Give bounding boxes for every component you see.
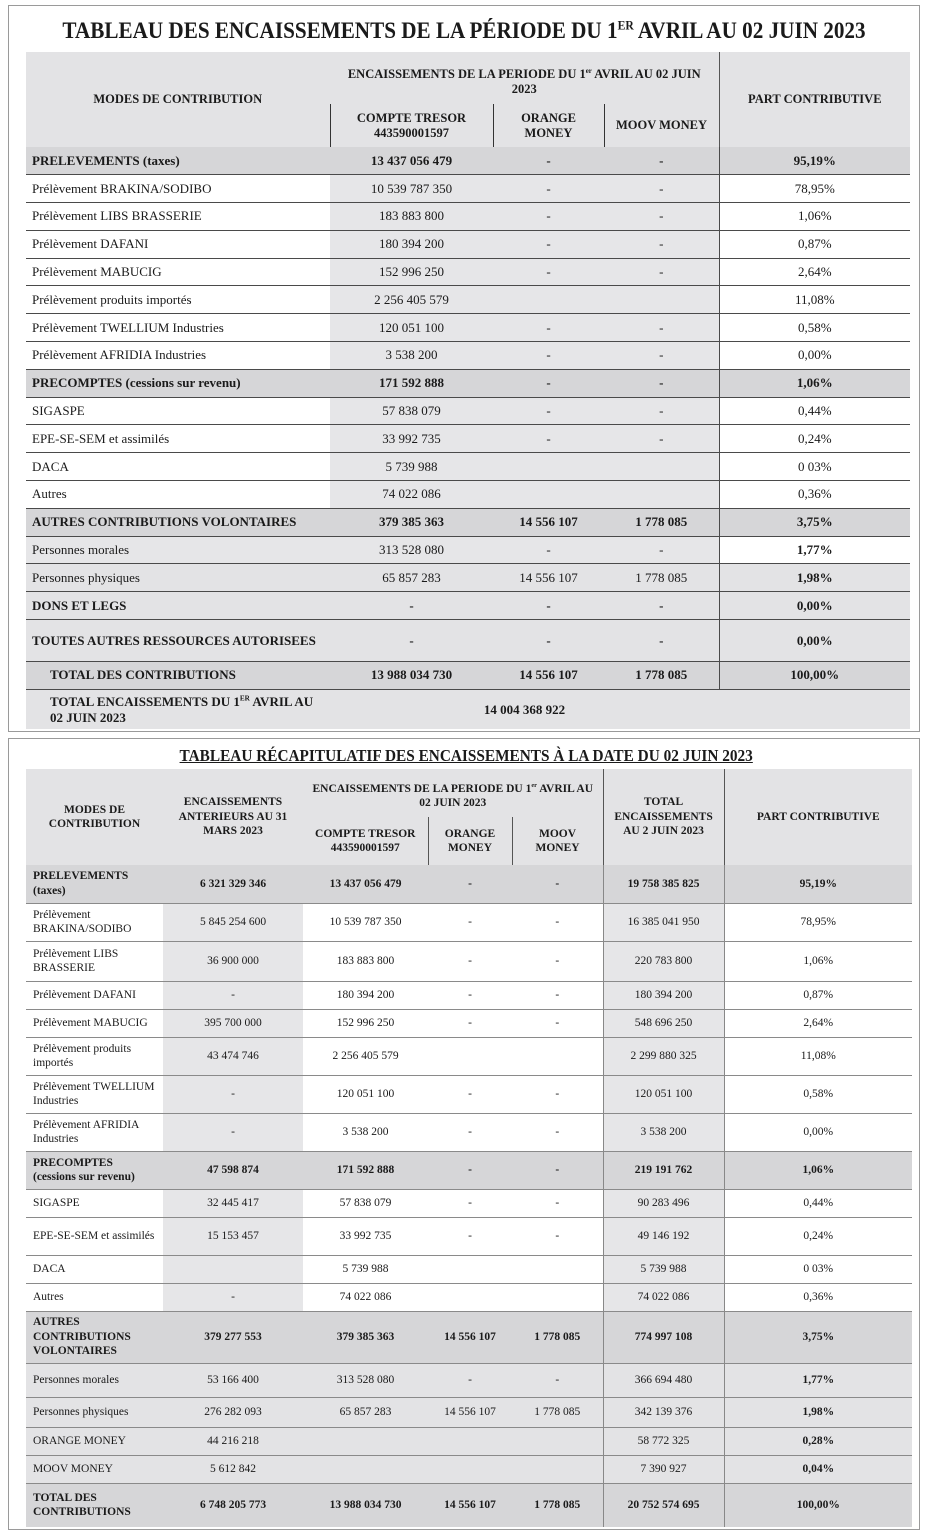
header-modes: MODES DE CONTRIBUTION	[26, 52, 330, 147]
part-cell: 0,36%	[719, 481, 910, 509]
row-label: Prélèvement TWELLIUM Industries	[26, 314, 330, 342]
anterieurs-cell: 47 598 874	[163, 1151, 303, 1189]
part-cell: 0,58%	[719, 314, 910, 342]
moov-cell	[512, 1455, 603, 1483]
recap-table	[26, 769, 912, 1527]
tresor-cell: 65 857 283	[330, 564, 493, 592]
row-label: DACA	[26, 453, 330, 481]
part-cell: 0,00%	[719, 592, 910, 620]
anterieurs-cell: 53 166 400	[163, 1363, 303, 1397]
row-label: Autres	[26, 1283, 163, 1311]
row-label: PRELEVEMENTS (taxes)	[26, 865, 163, 903]
part-cell: 1,06%	[719, 369, 910, 397]
orange-cell: 14 556 107	[493, 508, 604, 536]
part-cell: 0,28%	[724, 1427, 912, 1455]
header-tresor: COMPTE TRESOR 443590001597	[330, 104, 493, 147]
moov-cell: -	[512, 903, 603, 941]
row-label: Autres	[26, 481, 330, 509]
row-label: DACA	[26, 1255, 163, 1283]
orange-cell	[428, 1283, 512, 1311]
total-cell: 774 997 108	[603, 1311, 724, 1363]
row-label: EPE-SE-SEM et assimilés	[26, 1217, 163, 1255]
table-row	[26, 425, 910, 453]
moov-cell: -	[512, 1363, 603, 1397]
table-row	[26, 397, 910, 425]
orange-cell: -	[428, 1217, 512, 1255]
part-cell: 1,06%	[724, 1151, 912, 1189]
anterieurs-cell: 5 612 842	[163, 1455, 303, 1483]
tresor-cell: 33 992 735	[330, 425, 493, 453]
table-row	[26, 865, 912, 903]
orange-cell	[493, 453, 604, 481]
table-row	[26, 1483, 912, 1527]
tresor-cell: 74 022 086	[303, 1283, 428, 1311]
tresor-cell: -	[330, 620, 493, 662]
table-row	[26, 1363, 912, 1397]
tresor-cell: 5 739 988	[330, 453, 493, 481]
header-total: TOTAL ENCAISSEMENTS AU 2 JUIN 2023	[603, 769, 724, 865]
row-label: Prélèvement produits importés	[26, 1037, 163, 1075]
tresor-cell: 183 883 800	[330, 203, 493, 231]
tresor-cell: 152 996 250	[330, 258, 493, 286]
tresor-cell: 13 988 034 730	[330, 662, 493, 690]
part-cell: 2,64%	[719, 258, 910, 286]
table-row	[26, 147, 910, 175]
table-row	[26, 1189, 912, 1217]
orange-cell	[428, 1427, 512, 1455]
header-periode: ENCAISSEMENTS DE LA PERIODE DU 1er AVRIL AU 02 JUIN 2023	[303, 769, 603, 817]
tresor-cell	[303, 1455, 428, 1483]
final-total-row	[26, 689, 910, 729]
tresor-cell: 183 883 800	[303, 941, 428, 981]
total-cell: 74 022 086	[603, 1283, 724, 1311]
moov-cell: -	[604, 369, 719, 397]
table-row	[26, 342, 910, 370]
moov-cell	[604, 453, 719, 481]
orange-cell	[493, 286, 604, 314]
part-cell: 78,95%	[724, 903, 912, 941]
anterieurs-cell: -	[163, 981, 303, 1009]
row-label: Prélèvement MABUCIG	[26, 1009, 163, 1037]
row-label: MOOV MONEY	[26, 1455, 163, 1483]
row-label: SIGASPE	[26, 1189, 163, 1217]
header-tresor: COMPTE TRESOR 443590001597	[303, 817, 428, 865]
orange-cell: -	[428, 981, 512, 1009]
table-row	[26, 369, 910, 397]
tresor-cell: 180 394 200	[330, 230, 493, 258]
moov-cell: -	[512, 1009, 603, 1037]
total-cell: 2 299 880 325	[603, 1037, 724, 1075]
header-part: PART CONTRIBUTIVE	[719, 52, 910, 147]
part-cell: 78,95%	[719, 175, 910, 203]
part-cell: 1,77%	[724, 1363, 912, 1397]
header-orange: ORANGE MONEY	[493, 104, 604, 147]
tresor-cell: 10 539 787 350	[303, 903, 428, 941]
part-cell: 1,06%	[719, 203, 910, 231]
tresor-cell: -	[330, 592, 493, 620]
moov-cell: 1 778 085	[604, 508, 719, 536]
total-cell: 120 051 100	[603, 1075, 724, 1113]
part-cell: 11,08%	[719, 286, 910, 314]
total-cell: 20 752 574 695	[603, 1483, 724, 1527]
part-cell: 0 03%	[719, 453, 910, 481]
moov-cell	[604, 481, 719, 509]
tresor-cell: 180 394 200	[303, 981, 428, 1009]
moov-cell	[512, 1255, 603, 1283]
table-row	[26, 1427, 912, 1455]
tresor-cell: 57 838 079	[303, 1189, 428, 1217]
final-total-value: 14 004 368 922	[330, 689, 719, 729]
table-row	[26, 1009, 912, 1037]
orange-cell	[428, 1255, 512, 1283]
total-cell: 220 783 800	[603, 941, 724, 981]
orange-cell: -	[428, 1363, 512, 1397]
row-label: Prélèvement LIBS BRASSERIE	[26, 941, 163, 981]
total-cell: 3 538 200	[603, 1113, 724, 1151]
part-cell: 3,75%	[724, 1311, 912, 1363]
row-label: Prélèvement MABUCIG	[26, 258, 330, 286]
row-label: Prélèvement LIBS BRASSERIE	[26, 203, 330, 231]
table-row	[26, 662, 910, 690]
orange-cell: -	[493, 147, 604, 175]
part-cell: 0,04%	[724, 1455, 912, 1483]
anterieurs-cell: 6 321 329 346	[163, 865, 303, 903]
period-receipts-table	[26, 52, 910, 729]
part-cell: 0,44%	[724, 1189, 912, 1217]
orange-cell: -	[493, 203, 604, 231]
moov-cell: -	[604, 397, 719, 425]
moov-cell	[512, 1283, 603, 1311]
row-label: Prélèvement AFRIDIA Industries	[26, 1113, 163, 1151]
tresor-cell: 5 739 988	[303, 1255, 428, 1283]
moov-cell: -	[604, 314, 719, 342]
anterieurs-cell: 32 445 417	[163, 1189, 303, 1217]
tresor-cell: 57 838 079	[330, 397, 493, 425]
moov-cell: -	[512, 1113, 603, 1151]
row-label: TOTAL DES CONTRIBUTIONS	[26, 1483, 163, 1527]
row-label: Personnes physiques	[26, 1397, 163, 1427]
orange-cell: -	[493, 592, 604, 620]
row-label: AUTRES CONTRIBUTIONS VOLONTAIRES	[26, 1311, 163, 1363]
row-label: Personnes physiques	[26, 564, 330, 592]
part-cell: 0,36%	[724, 1283, 912, 1311]
page-title: TABLEAU DES ENCAISSEMENTS DE LA PÉRIODE DU 1ER AVRIL AU 02 JUIN 2023	[62, 18, 866, 43]
moov-cell: 1 778 085	[512, 1397, 603, 1427]
table-row	[26, 1037, 912, 1075]
table-row	[26, 258, 910, 286]
orange-cell: 14 556 107	[493, 662, 604, 690]
moov-cell: -	[604, 147, 719, 175]
part-cell: 11,08%	[724, 1037, 912, 1075]
tresor-cell: 171 592 888	[303, 1151, 428, 1189]
row-label: AUTRES CONTRIBUTIONS VOLONTAIRES	[26, 508, 330, 536]
table-row	[26, 314, 910, 342]
row-label: Personnes morales	[26, 536, 330, 564]
part-cell: 0,24%	[719, 425, 910, 453]
moov-cell	[604, 286, 719, 314]
moov-cell: -	[604, 203, 719, 231]
orange-cell: -	[493, 258, 604, 286]
total-cell: 5 739 988	[603, 1255, 724, 1283]
table-row	[26, 564, 910, 592]
tresor-cell: 2 256 405 579	[303, 1037, 428, 1075]
orange-cell: -	[493, 620, 604, 662]
moov-cell: -	[512, 981, 603, 1009]
anterieurs-cell: 15 153 457	[163, 1217, 303, 1255]
anterieurs-cell: -	[163, 1075, 303, 1113]
row-label: ORANGE MONEY	[26, 1427, 163, 1455]
header-orange: ORANGE MONEY	[428, 817, 512, 865]
part-cell: 1,06%	[724, 941, 912, 981]
anterieurs-cell	[163, 1255, 303, 1283]
tresor-cell	[303, 1427, 428, 1455]
row-label: PRELEVEMENTS (taxes)	[26, 147, 330, 175]
anterieurs-cell: 5 845 254 600	[163, 903, 303, 941]
table-row	[26, 1397, 912, 1427]
orange-cell: -	[428, 1009, 512, 1037]
anterieurs-cell: 395 700 000	[163, 1009, 303, 1037]
orange-cell: -	[493, 369, 604, 397]
table-row	[26, 481, 910, 509]
moov-cell	[512, 1037, 603, 1075]
part-cell: 0,00%	[719, 620, 910, 662]
part-cell: 0 03%	[724, 1255, 912, 1283]
tresor-cell: 313 528 080	[330, 536, 493, 564]
moov-cell: -	[512, 1075, 603, 1113]
tresor-cell: 13 437 056 479	[330, 147, 493, 175]
total-cell: 366 694 480	[603, 1363, 724, 1397]
orange-cell: 14 556 107	[428, 1397, 512, 1427]
moov-cell: -	[512, 941, 603, 981]
table-row	[26, 203, 910, 231]
tresor-cell: 120 051 100	[303, 1075, 428, 1113]
row-label: Prélèvement DAFANI	[26, 230, 330, 258]
row-label: SIGASPE	[26, 397, 330, 425]
tresor-cell: 152 996 250	[303, 1009, 428, 1037]
orange-cell: -	[493, 175, 604, 203]
part-cell: 100,00%	[724, 1483, 912, 1527]
row-label: PRECOMPTES (cessions sur revenu)	[26, 369, 330, 397]
part-cell: 1,98%	[724, 1397, 912, 1427]
tresor-cell: 3 538 200	[330, 342, 493, 370]
moov-cell: -	[512, 1151, 603, 1189]
orange-cell: -	[493, 342, 604, 370]
moov-cell: 1 778 085	[512, 1483, 603, 1527]
table-row	[26, 1455, 912, 1483]
row-label: DONS ET LEGS	[26, 592, 330, 620]
total-cell: 90 283 496	[603, 1189, 724, 1217]
header-modes: MODES DE CONTRIBUTION	[26, 769, 163, 865]
table-row	[26, 1255, 912, 1283]
row-label: Prélèvement TWELLIUM Industries	[26, 1075, 163, 1113]
table-row	[26, 175, 910, 203]
orange-cell: -	[493, 397, 604, 425]
part-cell: 1,77%	[719, 536, 910, 564]
orange-cell: 14 556 107	[493, 564, 604, 592]
moov-cell	[512, 1427, 603, 1455]
moov-cell: -	[512, 1189, 603, 1217]
tresor-cell: 13 437 056 479	[303, 865, 428, 903]
table-row	[26, 1283, 912, 1311]
table-row	[26, 1311, 912, 1363]
row-label: EPE-SE-SEM et assimilés	[26, 425, 330, 453]
part-cell: 0,00%	[724, 1113, 912, 1151]
total-cell: 19 758 385 825	[603, 865, 724, 903]
part-cell: 0,44%	[719, 397, 910, 425]
moov-cell: -	[604, 342, 719, 370]
table-row	[26, 536, 910, 564]
moov-cell: -	[604, 258, 719, 286]
table-row	[26, 981, 912, 1009]
part-cell: 0,58%	[724, 1075, 912, 1113]
table-row	[26, 1113, 912, 1151]
anterieurs-cell: 43 474 746	[163, 1037, 303, 1075]
total-cell: 49 146 192	[603, 1217, 724, 1255]
anterieurs-cell: 276 282 093	[163, 1397, 303, 1427]
tresor-cell: 313 528 080	[303, 1363, 428, 1397]
row-label: Prélèvement AFRIDIA Industries	[26, 342, 330, 370]
moov-cell: -	[512, 1217, 603, 1255]
orange-cell: -	[428, 1189, 512, 1217]
header-moov: MOOV MONEY	[604, 104, 719, 147]
table-row	[26, 592, 910, 620]
header-moov: MOOV MONEY	[512, 817, 603, 865]
moov-cell: -	[604, 536, 719, 564]
orange-cell: -	[428, 941, 512, 981]
tresor-cell: 2 256 405 579	[330, 286, 493, 314]
part-cell: 2,64%	[724, 1009, 912, 1037]
row-label: Prélèvement BRAKINA/SODIBO	[26, 175, 330, 203]
table-row	[26, 1075, 912, 1113]
part-cell: 100,00%	[719, 662, 910, 690]
total-cell: 219 191 762	[603, 1151, 724, 1189]
row-label: PRECOMPTES (cessions sur revenu)	[26, 1151, 163, 1189]
orange-cell: 14 556 107	[428, 1483, 512, 1527]
table-row	[26, 453, 910, 481]
table-row	[26, 941, 912, 981]
moov-cell: -	[604, 175, 719, 203]
tresor-cell: 10 539 787 350	[330, 175, 493, 203]
table-row	[26, 508, 910, 536]
header-part: PART CONTRIBUTIVE	[724, 769, 912, 865]
anterieurs-cell: 44 216 218	[163, 1427, 303, 1455]
part-cell: 95,19%	[719, 147, 910, 175]
moov-cell: 1 778 085	[604, 564, 719, 592]
anterieurs-cell: 36 900 000	[163, 941, 303, 981]
part-cell: 0,24%	[724, 1217, 912, 1255]
orange-cell	[428, 1455, 512, 1483]
orange-cell: -	[428, 903, 512, 941]
row-label: Prélèvement DAFANI	[26, 981, 163, 1009]
tresor-cell: 33 992 735	[303, 1217, 428, 1255]
anterieurs-cell: -	[163, 1113, 303, 1151]
part-cell: 3,75%	[719, 508, 910, 536]
moov-cell: 1 778 085	[512, 1311, 603, 1363]
part-cell: 0,87%	[724, 981, 912, 1009]
orange-cell: -	[428, 1075, 512, 1113]
tresor-cell: 171 592 888	[330, 369, 493, 397]
orange-cell: -	[493, 536, 604, 564]
anterieurs-cell: -	[163, 1283, 303, 1311]
orange-cell: 14 556 107	[428, 1311, 512, 1363]
row-label: Personnes morales	[26, 1363, 163, 1397]
tresor-cell: 120 051 100	[330, 314, 493, 342]
orange-cell: -	[428, 1151, 512, 1189]
row-label: Prélèvement produits importés	[26, 286, 330, 314]
moov-cell: -	[604, 620, 719, 662]
moov-cell: -	[604, 592, 719, 620]
row-label: TOUTES AUTRES RESSOURCES AUTORISEES	[26, 620, 330, 662]
orange-cell: -	[493, 230, 604, 258]
table-row	[26, 903, 912, 941]
total-cell: 342 139 376	[603, 1397, 724, 1427]
orange-cell: -	[428, 1113, 512, 1151]
tresor-cell: 13 988 034 730	[303, 1483, 428, 1527]
total-cell: 16 385 041 950	[603, 903, 724, 941]
header-anterieurs: ENCAISSEMENTS ANTERIEURS AU 31 MARS 2023	[163, 769, 303, 865]
orange-cell: -	[493, 425, 604, 453]
moov-cell: -	[604, 230, 719, 258]
moov-cell: 1 778 085	[604, 662, 719, 690]
tresor-cell: 3 538 200	[303, 1113, 428, 1151]
row-label: Prélèvement BRAKINA/SODIBO	[26, 903, 163, 941]
part-cell: 95,19%	[724, 865, 912, 903]
table-row	[26, 1151, 912, 1189]
orange-cell	[428, 1037, 512, 1075]
tresor-cell: 65 857 283	[303, 1397, 428, 1427]
tresor-cell: 74 022 086	[330, 481, 493, 509]
part-cell: 0,00%	[719, 342, 910, 370]
orange-cell: -	[428, 865, 512, 903]
total-cell: 7 390 927	[603, 1455, 724, 1483]
final-total-label: TOTAL ENCAISSEMENTS DU 1ER AVRIL AU 02 JUIN 2023	[26, 689, 330, 729]
recap-title: TABLEAU RÉCAPITULATIF DES ENCAISSEMENTS À LA DATE DU 02 JUIN 2023	[179, 746, 753, 765]
orange-cell: -	[493, 314, 604, 342]
header-periode: ENCAISSEMENTS DE LA PERIODE DU 1er AVRIL AU 02 JUIN 2023	[330, 52, 719, 104]
part-cell: 1,98%	[719, 564, 910, 592]
total-cell: 548 696 250	[603, 1009, 724, 1037]
table-row	[26, 1217, 912, 1255]
total-cell: 58 772 325	[603, 1427, 724, 1455]
tresor-cell: 379 385 363	[303, 1311, 428, 1363]
table-row	[26, 230, 910, 258]
table-row	[26, 286, 910, 314]
tresor-cell: 379 385 363	[330, 508, 493, 536]
anterieurs-cell: 6 748 205 773	[163, 1483, 303, 1527]
part-cell: 0,87%	[719, 230, 910, 258]
orange-cell	[493, 481, 604, 509]
total-cell: 180 394 200	[603, 981, 724, 1009]
row-label: TOTAL DES CONTRIBUTIONS	[26, 662, 330, 690]
moov-cell: -	[512, 865, 603, 903]
table-row	[26, 620, 910, 662]
moov-cell: -	[604, 425, 719, 453]
anterieurs-cell: 379 277 553	[163, 1311, 303, 1363]
